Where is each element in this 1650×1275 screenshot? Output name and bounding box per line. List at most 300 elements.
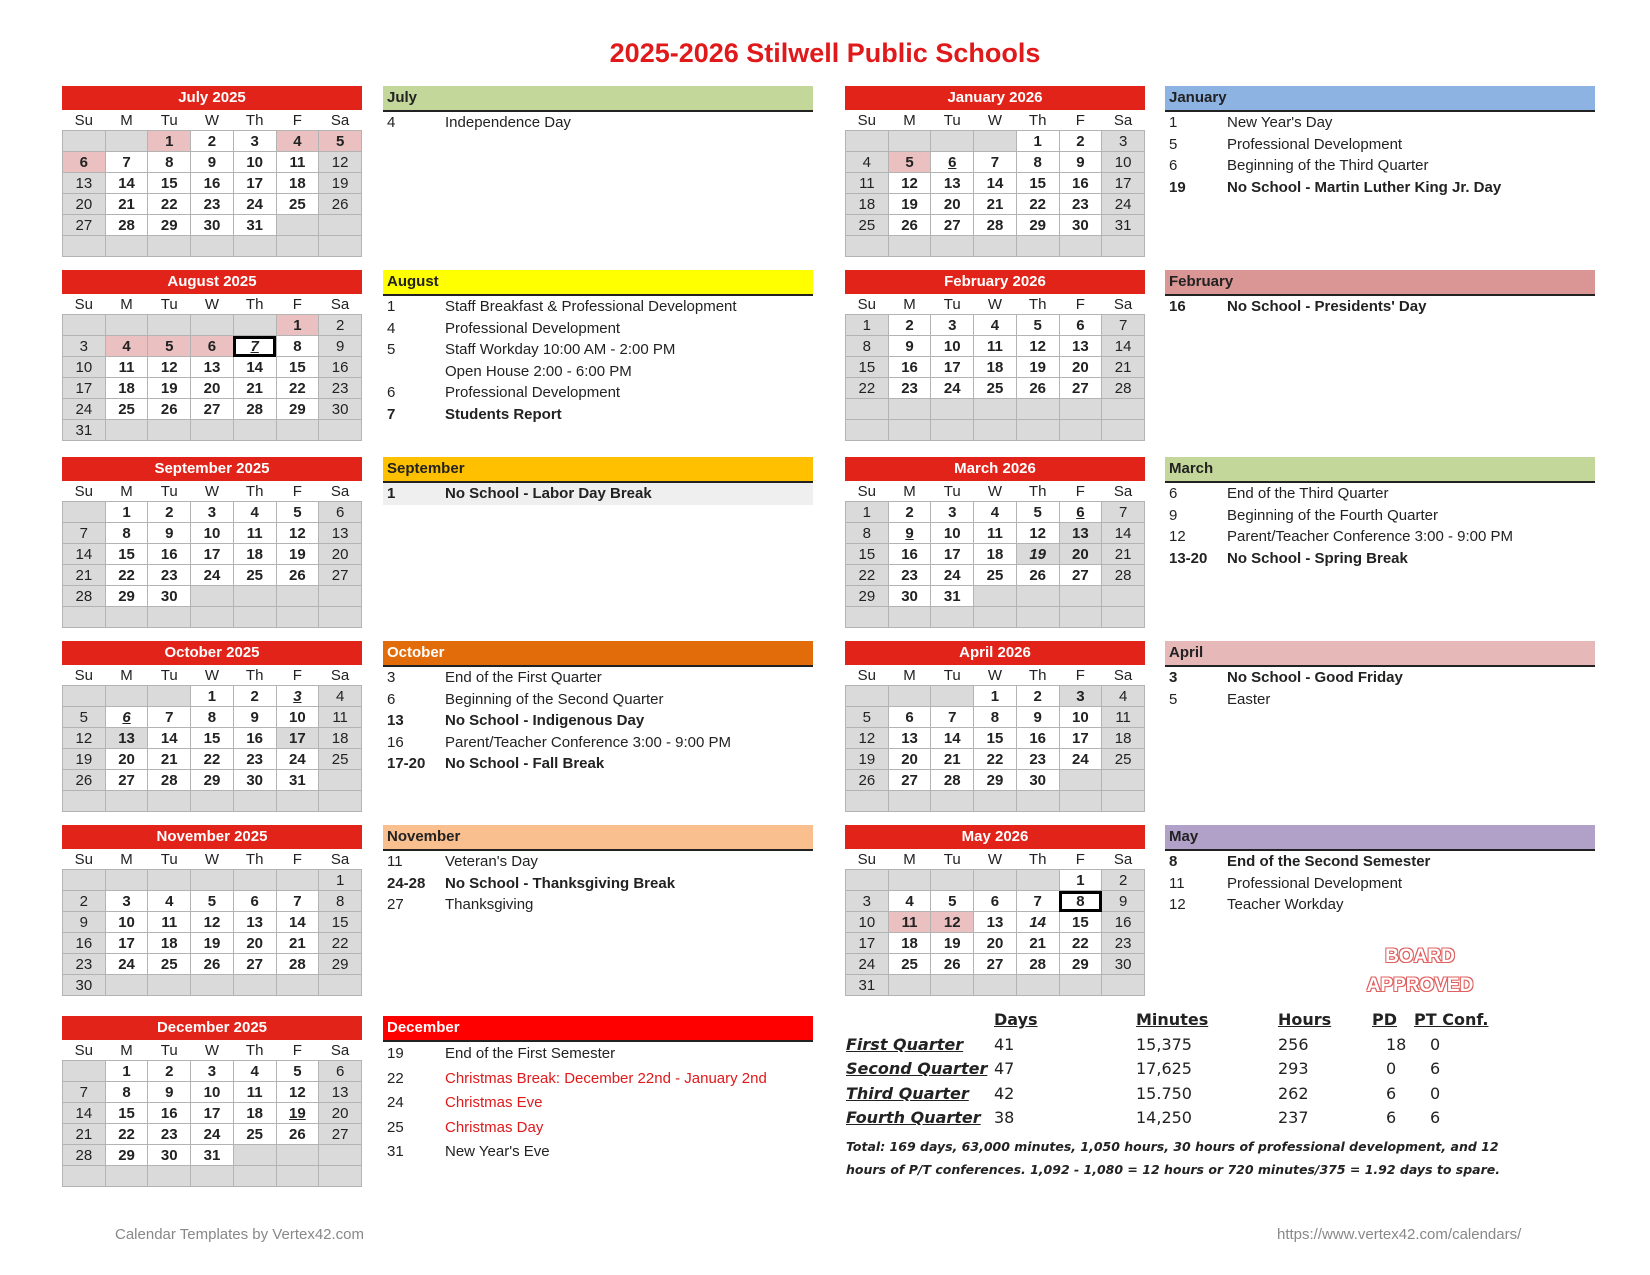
empty-cell — [63, 315, 106, 336]
empty-cell — [105, 236, 148, 257]
day-cell: 5 — [148, 336, 191, 357]
weekday-label: F — [276, 1040, 319, 1061]
empty-cell — [191, 607, 234, 628]
day-cell: 5 — [63, 707, 106, 728]
stats-header-hours: Hours — [1278, 1010, 1332, 1029]
day-cell: 13 — [233, 912, 276, 933]
weekday-label: M — [105, 481, 148, 502]
day-cell: 29 — [148, 215, 191, 236]
day-cell: 18 — [233, 1103, 276, 1124]
event-date: 11 — [1169, 874, 1185, 892]
day-cell: 15 — [105, 1103, 148, 1124]
event-date: 16 — [1169, 298, 1186, 315]
day-cell: 16 — [1059, 173, 1102, 194]
day-cell: 2 — [63, 891, 106, 912]
day-cell: 30 — [63, 975, 106, 996]
event-date: 25 — [387, 1118, 404, 1136]
stats-minutes: 15,375 — [1136, 1034, 1192, 1054]
day-cell: 25 — [974, 565, 1017, 586]
event-row — [1165, 483, 1595, 505]
weekday-label: Sa — [1102, 849, 1145, 870]
day-cell: 4 — [974, 315, 1017, 336]
day-cell: 9 — [888, 336, 931, 357]
stats-hours: 256 — [1278, 1034, 1309, 1054]
stats-row — [846, 1084, 1526, 1109]
empty-cell — [931, 399, 974, 420]
event-date: 6 — [1169, 157, 1178, 174]
day-cell: 25 — [888, 954, 931, 975]
day-cell: 27 — [319, 565, 362, 586]
day-cell: 22 — [191, 749, 234, 770]
empty-cell — [974, 131, 1017, 152]
weekday-label: M — [105, 110, 148, 131]
stats-pt: 6 — [1430, 1108, 1441, 1127]
day-cell: 4 — [974, 502, 1017, 523]
weekday-label: Tu — [931, 481, 974, 502]
event-row — [1165, 667, 1595, 689]
events-header: May — [1165, 825, 1595, 851]
day-cell: 17 — [233, 173, 276, 194]
day-cell: 10 — [1102, 152, 1145, 173]
weekday-label: Su — [846, 481, 889, 502]
weekday-label: Su — [63, 849, 106, 870]
event-text: Christmas Break: December 22nd - January 2nd — [445, 1069, 767, 1087]
empty-cell — [276, 870, 319, 891]
weekday-label: Sa — [319, 849, 362, 870]
event-row — [383, 894, 813, 916]
empty-cell — [276, 791, 319, 812]
day-cell: 11 — [974, 336, 1017, 357]
day-cell: 11 — [105, 357, 148, 378]
day-cell: 20 — [1059, 357, 1102, 378]
day-cell: 7 — [233, 336, 276, 357]
event-text: Staff Workday 10:00 AM - 2:00 PM — [445, 341, 676, 358]
event-text: End of the Third Quarter — [1227, 485, 1389, 502]
day-cell: 24 — [846, 954, 889, 975]
day-cell: 14 — [1102, 336, 1145, 357]
day-cell: 7 — [931, 707, 974, 728]
empty-cell — [63, 1166, 106, 1187]
month-calendar — [62, 270, 362, 441]
event-date: 13 — [387, 712, 404, 729]
day-cell: 31 — [233, 215, 276, 236]
weekday-label: F — [1059, 849, 1102, 870]
day-cell: 13 — [888, 728, 931, 749]
day-cell: 19 — [1016, 544, 1059, 565]
empty-cell — [191, 1166, 234, 1187]
day-cell: 31 — [276, 770, 319, 791]
weekday-label: Sa — [1102, 110, 1145, 131]
events-header: November — [383, 825, 813, 851]
weekday-label: Su — [846, 665, 889, 686]
day-cell: 20 — [191, 378, 234, 399]
month-header: November 2025 — [62, 825, 362, 849]
empty-cell — [319, 770, 362, 791]
weekday-label: Tu — [148, 1040, 191, 1061]
day-cell: 12 — [276, 523, 319, 544]
day-cell: 15 — [276, 357, 319, 378]
empty-cell — [148, 686, 191, 707]
empty-cell — [63, 791, 106, 812]
day-cell: 5 — [888, 152, 931, 173]
day-cell: 4 — [846, 152, 889, 173]
empty-cell — [191, 975, 234, 996]
day-cell: 12 — [319, 152, 362, 173]
footer-credit: Calendar Templates by Vertex42.com — [115, 1226, 365, 1243]
empty-cell — [846, 399, 889, 420]
empty-cell — [1102, 770, 1145, 791]
event-text: Thanksgiving — [445, 896, 534, 913]
empty-cell — [233, 607, 276, 628]
empty-cell — [846, 791, 889, 812]
day-cell: 3 — [233, 131, 276, 152]
weekday-label: M — [888, 481, 931, 502]
board-approved-stamp — [1360, 942, 1480, 1000]
day-cell: 27 — [319, 1124, 362, 1145]
empty-cell — [1102, 607, 1145, 628]
day-cell: 26 — [888, 215, 931, 236]
weekday-label: W — [191, 849, 234, 870]
empty-cell — [1102, 236, 1145, 257]
event-row — [383, 710, 813, 732]
day-cell: 1 — [974, 686, 1017, 707]
stamp-line2: APPROVED — [1366, 975, 1474, 996]
day-cell: 18 — [974, 357, 1017, 378]
footer-url[interactable]: https://www.vertex42.com/calendars/ — [1277, 1226, 1522, 1243]
day-cell: 9 — [233, 707, 276, 728]
day-cell: 12 — [1016, 523, 1059, 544]
day-cell: 24 — [1059, 749, 1102, 770]
stats-note: Total: 169 days, 63,000 minutes, 1,050 hours, 30 hours of professional development, and 12 hours of P/T conferences. 1,092 - 1,080 = 12 hours or 720 minutes/375 = 1.92 days to spare. — [846, 1138, 1500, 1177]
day-cell: 24 — [931, 378, 974, 399]
day-cell: 24 — [191, 1124, 234, 1145]
day-cell: 2 — [148, 502, 191, 523]
stats-header-row — [846, 1010, 1526, 1035]
day-cell: 23 — [1059, 194, 1102, 215]
event-date: 7 — [387, 405, 396, 423]
month-events — [1165, 86, 1595, 198]
day-cell: 15 — [1016, 173, 1059, 194]
event-text: End of the Second Semester — [1227, 853, 1431, 870]
day-cell: 28 — [1016, 954, 1059, 975]
weekday-label: M — [888, 110, 931, 131]
event-text: Open House 2:00 - 6:00 PM — [445, 362, 632, 380]
day-cell: 21 — [105, 194, 148, 215]
event-row — [1165, 296, 1595, 318]
day-cell: 14 — [276, 912, 319, 933]
day-cell: 26 — [319, 194, 362, 215]
day-cell: 4 — [319, 686, 362, 707]
stats-header-pt: PT Conf. — [1414, 1010, 1489, 1029]
weekday-label: F — [1059, 665, 1102, 686]
empty-cell — [888, 791, 931, 812]
empty-cell — [1102, 791, 1145, 812]
empty-cell — [233, 586, 276, 607]
event-text: No School - Martin Luther King Jr. Day — [1227, 178, 1502, 196]
event-text: New Year's Eve — [445, 1143, 550, 1160]
empty-cell — [931, 791, 974, 812]
day-cell: 18 — [148, 933, 191, 954]
event-text: No School - Indigenous Day — [445, 712, 645, 729]
month-calendar — [845, 825, 1145, 996]
empty-cell — [931, 607, 974, 628]
event-date: 9 — [1169, 506, 1178, 524]
weekday-label: M — [888, 665, 931, 686]
day-cell: 22 — [1016, 194, 1059, 215]
month-calendar — [845, 270, 1145, 441]
weekday-label: Th — [1016, 110, 1059, 131]
day-cell: 17 — [276, 728, 319, 749]
day-cell: 17 — [1102, 173, 1145, 194]
day-cell: 5 — [319, 131, 362, 152]
day-cell: 15 — [1059, 912, 1102, 933]
weekday-label: Th — [233, 1040, 276, 1061]
day-cell: 17 — [63, 378, 106, 399]
day-cell: 14 — [233, 357, 276, 378]
empty-cell — [191, 236, 234, 257]
weekday-label: W — [191, 294, 234, 315]
day-cell: 3 — [191, 502, 234, 523]
weekday-label: Sa — [1102, 481, 1145, 502]
weekday-label: Sa — [319, 1040, 362, 1061]
event-row — [383, 318, 813, 340]
day-cell: 3 — [1059, 686, 1102, 707]
day-cell: 20 — [1059, 544, 1102, 565]
day-cell: 8 — [148, 152, 191, 173]
empty-cell — [888, 420, 931, 441]
day-cell: 21 — [63, 1124, 106, 1145]
empty-cell — [931, 870, 974, 891]
event-row — [383, 753, 813, 775]
empty-cell — [1016, 586, 1059, 607]
day-cell: 19 — [63, 749, 106, 770]
empty-cell — [974, 975, 1017, 996]
stats-pt: 0 — [1430, 1034, 1441, 1054]
event-text: Professional Development — [445, 319, 621, 337]
event-date: 19 — [387, 1045, 404, 1062]
stats-name: Fourth Quarter — [846, 1108, 981, 1127]
event-date: 6 — [387, 384, 396, 401]
day-cell: 8 — [105, 523, 148, 544]
day-cell: 9 — [319, 336, 362, 357]
day-cell: 2 — [148, 1061, 191, 1082]
day-cell: 10 — [846, 912, 889, 933]
day-cell: 30 — [1059, 215, 1102, 236]
month-calendar — [845, 457, 1145, 628]
day-cell: 2 — [1059, 131, 1102, 152]
day-cell: 23 — [148, 565, 191, 586]
day-cell: 23 — [191, 194, 234, 215]
day-cell: 25 — [105, 399, 148, 420]
day-cell: 31 — [63, 420, 106, 441]
day-cell: 21 — [974, 194, 1017, 215]
empty-cell — [148, 975, 191, 996]
weekday-label: F — [276, 110, 319, 131]
day-cell: 29 — [319, 954, 362, 975]
stats-name: First Quarter — [846, 1034, 964, 1054]
day-cell: 7 — [276, 891, 319, 912]
stats-header-minutes: Minutes — [1136, 1010, 1209, 1029]
event-text: Professional Development — [445, 384, 621, 401]
empty-cell — [191, 791, 234, 812]
event-date: 17-20 — [387, 755, 426, 772]
month-header: July 2025 — [62, 86, 362, 110]
empty-cell — [974, 870, 1017, 891]
day-cell: 29 — [1016, 215, 1059, 236]
day-cell: 18 — [105, 378, 148, 399]
empty-cell — [105, 1166, 148, 1187]
event-text: No School - Good Friday — [1227, 669, 1403, 686]
month-events — [383, 641, 813, 775]
event-row — [383, 873, 813, 895]
day-cell: 29 — [974, 770, 1017, 791]
empty-cell — [931, 975, 974, 996]
event-text: Teacher Workday — [1227, 896, 1344, 913]
day-cell: 22 — [846, 565, 889, 586]
weekday-label: Su — [63, 294, 106, 315]
day-cell: 4 — [233, 1061, 276, 1082]
month-events — [1165, 641, 1595, 710]
weekday-label: W — [191, 110, 234, 131]
empty-cell — [319, 1166, 362, 1187]
empty-cell — [105, 870, 148, 891]
event-text: Beginning of the Third Quarter — [1227, 157, 1429, 174]
day-cell: 23 — [148, 1124, 191, 1145]
day-cell: 5 — [931, 891, 974, 912]
empty-cell — [233, 975, 276, 996]
empty-cell — [63, 131, 106, 152]
month-events — [1165, 457, 1595, 569]
day-cell: 14 — [63, 544, 106, 565]
day-cell: 14 — [148, 728, 191, 749]
day-cell: 22 — [1059, 933, 1102, 954]
events-header: July — [383, 86, 813, 112]
weekday-label: M — [888, 849, 931, 870]
weekday-label: Th — [233, 294, 276, 315]
day-cell: 30 — [1016, 770, 1059, 791]
day-cell: 21 — [148, 749, 191, 770]
day-cell: 5 — [191, 891, 234, 912]
day-cell: 22 — [105, 1124, 148, 1145]
weekday-label: Th — [1016, 849, 1059, 870]
empty-cell — [1059, 236, 1102, 257]
month-events — [383, 825, 813, 916]
event-row — [1165, 689, 1595, 711]
events-header: September — [383, 457, 813, 483]
day-cell: 10 — [276, 707, 319, 728]
event-date: 22 — [387, 1069, 404, 1087]
empty-cell — [148, 236, 191, 257]
weekday-label: M — [105, 294, 148, 315]
weekday-label: Sa — [319, 110, 362, 131]
event-date: 24 — [387, 1094, 404, 1111]
month-calendar — [62, 1016, 362, 1187]
empty-cell — [191, 586, 234, 607]
month-header: October 2025 — [62, 641, 362, 665]
empty-cell — [888, 686, 931, 707]
event-date: 3 — [387, 669, 396, 686]
day-cell: 9 — [148, 523, 191, 544]
event-text: Christmas Eve — [445, 1094, 543, 1111]
weekday-label: F — [1059, 481, 1102, 502]
event-row — [383, 667, 813, 689]
event-row — [383, 296, 813, 318]
event-row — [383, 689, 813, 711]
day-cell: 11 — [1102, 707, 1145, 728]
day-cell: 18 — [319, 728, 362, 749]
empty-cell — [105, 420, 148, 441]
day-cell: 24 — [233, 194, 276, 215]
empty-cell — [1102, 420, 1145, 441]
event-row — [383, 851, 813, 873]
empty-cell — [148, 420, 191, 441]
empty-cell — [974, 586, 1017, 607]
weekday-label: M — [105, 849, 148, 870]
day-cell: 17 — [931, 357, 974, 378]
day-cell: 6 — [1059, 502, 1102, 523]
event-row — [383, 1140, 813, 1165]
weekday-label: Tu — [148, 849, 191, 870]
day-cell: 30 — [148, 586, 191, 607]
day-cell: 8 — [1059, 891, 1102, 912]
event-date: 12 — [1169, 528, 1186, 545]
event-row — [383, 339, 813, 361]
weekday-label: Sa — [319, 665, 362, 686]
weekday-label: Tu — [931, 665, 974, 686]
month-header: August 2025 — [62, 270, 362, 294]
day-cell: 10 — [1059, 707, 1102, 728]
day-cell: 29 — [105, 1145, 148, 1166]
weekday-label: Tu — [148, 110, 191, 131]
month-header: May 2026 — [845, 825, 1145, 849]
events-header: August — [383, 270, 813, 296]
weekday-label: W — [191, 1040, 234, 1061]
day-cell: 14 — [105, 173, 148, 194]
day-cell: 3 — [1102, 131, 1145, 152]
stats-name: Second Quarter — [846, 1059, 988, 1078]
weekday-label: W — [974, 294, 1017, 315]
day-cell: 17 — [191, 544, 234, 565]
day-cell: 10 — [63, 357, 106, 378]
day-cell: 19 — [276, 544, 319, 565]
day-cell: 22 — [974, 749, 1017, 770]
events-header: February — [1165, 270, 1595, 296]
day-cell: 8 — [1016, 152, 1059, 173]
empty-cell — [191, 870, 234, 891]
month-events — [383, 457, 813, 505]
day-cell: 24 — [931, 565, 974, 586]
empty-cell — [233, 315, 276, 336]
stats-header-days: Days — [994, 1010, 1038, 1029]
day-cell: 12 — [1016, 336, 1059, 357]
month-header: April 2026 — [845, 641, 1145, 665]
day-cell: 9 — [1102, 891, 1145, 912]
day-cell: 17 — [191, 1103, 234, 1124]
event-row — [383, 1042, 813, 1067]
day-cell: 9 — [1059, 152, 1102, 173]
event-text: End of the First Quarter — [445, 669, 602, 686]
empty-cell — [63, 870, 106, 891]
empty-cell — [319, 420, 362, 441]
empty-cell — [233, 870, 276, 891]
empty-cell — [1059, 420, 1102, 441]
stats-hours: 293 — [1278, 1059, 1309, 1078]
stats-hours: 237 — [1278, 1108, 1309, 1127]
day-cell: 12 — [276, 1082, 319, 1103]
day-cell: 22 — [319, 933, 362, 954]
day-cell: 6 — [319, 1061, 362, 1082]
event-row — [1165, 112, 1595, 134]
